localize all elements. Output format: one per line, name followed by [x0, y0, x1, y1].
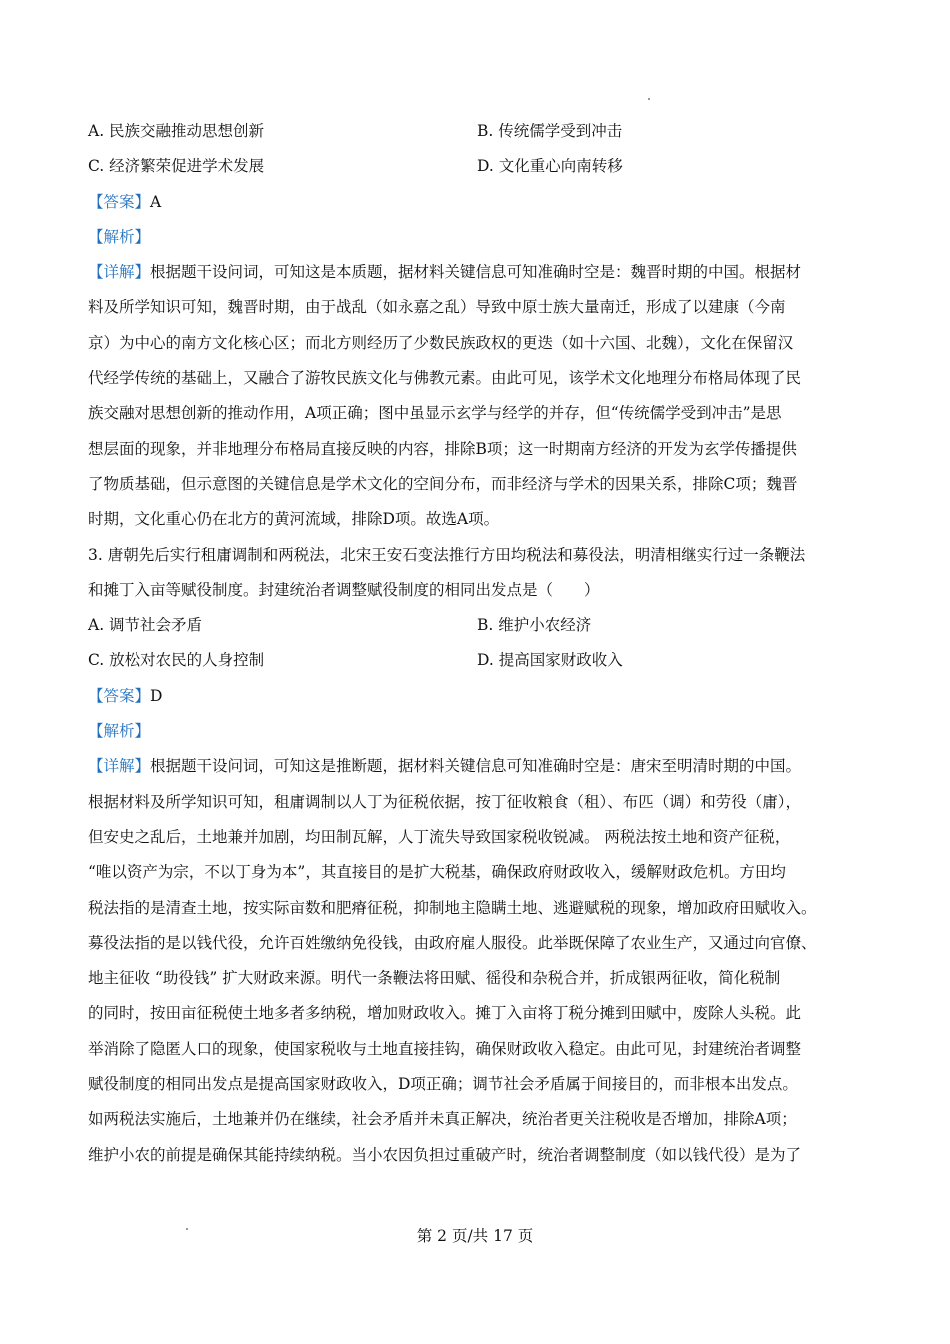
- q3-detail-line: 根据材料及所学知识可知，租庸调制以人丁为征税依据，按丁征收粮食（租）、布匹（调）和劳役（庸），: [88, 792, 802, 811]
- answer-value: A: [150, 192, 162, 211]
- q3-detail-line: 税法指的是清查土地，按实际亩数和肥瘠征税，抑制地主隐瞒土地、逃避赋税的现象，增加政府田赋收入。: [88, 898, 817, 917]
- q3-options-row-2: [88, 643, 868, 678]
- answer-value: D: [150, 686, 163, 705]
- q3-stem-line: 3. 唐朝先后实行租庸调制和两税法，北宋王安石变法推行方田均税法和募役法，明清相继实行过一条鞭法: [88, 545, 806, 564]
- q2-options-row-2: [88, 149, 868, 184]
- q3-detail-line: 但安史之乱后，土地兼并加剧，均田制瓦解，人丁流失导致国家税收锐减。 两税法按土地和资产征税，: [88, 827, 791, 846]
- detail-tag: 【详解】: [88, 263, 151, 282]
- q3-option-a: A. 调节社会矛盾: [88, 616, 203, 635]
- q2-detail-line: 料及所学知识可知，魏晋时期，由于战乱（如永嘉之乱）导致中原士族大量南迁，形成了以建康（今南: [88, 298, 786, 317]
- q3-detail-line: 举消除了隐匿人口的现象，使国家税收与土地直接挂钩，确保财政收入稳定。由此可见，封建统治者调整: [88, 1039, 802, 1058]
- q3-detail-line: 维护小农的前提是确保其能持续纳税。当小农因负担过重破产时，统治者调整制度（如以钱代役）是为了: [88, 1145, 802, 1164]
- q2-option-b: B. 传统儒学受到冲击: [477, 122, 623, 140]
- q3-detail-line: 如两税法实施后，土地兼并仍在继续，社会矛盾并未真正解决，统治者更关注税收是否增加，排除A项；: [88, 1110, 797, 1129]
- q2-detail-line: 时期，文化重心仍在北方的黄河流域，排除D项。故选A项。: [88, 510, 500, 529]
- q2-detail-line: 【详解】根据题干设问词，可知这是本质题，据材料关键信息可知准确时空是：魏晋时期的中国。根据材: [88, 263, 802, 282]
- q2-detail-line: 族交融对思想创新的推动作用，A项正确；图中虽显示玄学与经学的并存，但“传统儒学受到冲击”是思: [88, 404, 782, 423]
- q2-option-d: D. 文化重心向南转移: [477, 157, 623, 176]
- q3-detail-line: 募役法指的是以钱代役，允许百姓缴纳免役钱，由政府雇人服役。此举既保障了农业生产，又通过向官僚、: [88, 933, 817, 952]
- page-content: [88, 114, 868, 1173]
- q2-analysis: [88, 220, 868, 255]
- q2-detail-line: 想层面的现象，并非地理分布格局直接反映的内容，排除B项；这一时期南方经济的开发为玄学传播提供: [88, 439, 797, 458]
- analysis-tag: 【解析】: [88, 722, 151, 741]
- q2-option-c: C. 经济繁荣促进学术发展: [88, 157, 265, 176]
- q3-detail-line: 【详解】根据题干设问词，可知这是推断题，据材料关键信息可知准确时空是：唐宋至明清时期的中国。: [88, 757, 802, 776]
- q2-answer: [88, 185, 868, 220]
- q2-detail-line: 了物质基础，但示意图的关键信息是学术文化的空间分布，而非经济与学术的因果关系，排除C项；魏晋: [88, 474, 798, 493]
- q2-options-row-1: [88, 114, 868, 149]
- q3-option-d: D. 提高国家财政收入: [477, 651, 623, 670]
- q3-analysis: [88, 714, 868, 749]
- scan-dot: [648, 98, 650, 100]
- answer-tag: 【答案】: [88, 686, 151, 705]
- detail-tag: 【详解】: [88, 757, 151, 776]
- q3-detail-line: 的同时，按田亩征税使土地多者多纳税，增加财政收入。摊丁入亩将丁税分摊到田赋中，废除人头税。此: [88, 1004, 802, 1023]
- q2-option-a: A. 民族交融推动思想创新: [88, 122, 265, 140]
- q3-option-c: C. 放松对农民的人身控制: [88, 651, 265, 670]
- page-footer: 第 2 页/共 17 页: [416, 1227, 534, 1245]
- q2-detail-line: 京）为中心的南方文化核心区；而北方则经历了少数民族政权的更迭（如十六国、北魏），文化在保留汉: [88, 333, 794, 352]
- q3-options-row-1: [88, 608, 868, 643]
- q3-answer: [88, 679, 868, 714]
- q3-stem-line: 和摊丁入亩等赋役制度。封建统治者调整赋役制度的相同出发点是（ ）: [88, 580, 600, 599]
- q3-detail-line: 赋役制度的相同出发点是提高国家财政收入，D项正确；调节社会矛盾属于间接目的，而非根本出发点。: [88, 1075, 798, 1094]
- answer-tag: 【答案】: [88, 192, 151, 211]
- q3-detail-line: “唯以资产为宗，不以丁身为本”，其直接目的是扩大税基，确保政府财政收入，缓解财政危机。方田均: [88, 863, 786, 882]
- q3-option-b: B. 维护小农经济: [477, 616, 592, 635]
- q3-detail-line: 地主征收 “助役钱” 扩大财政来源。明代一条鞭法将田赋、徭役和杂税合并，折成银两征收，简化税制: [88, 969, 781, 988]
- analysis-tag: 【解析】: [88, 227, 151, 246]
- q2-detail-line: 代经学传统的基础上，又融合了游牧民族文化与佛教元素。由此可见，该学术文化地理分布格局体现了民: [88, 369, 802, 388]
